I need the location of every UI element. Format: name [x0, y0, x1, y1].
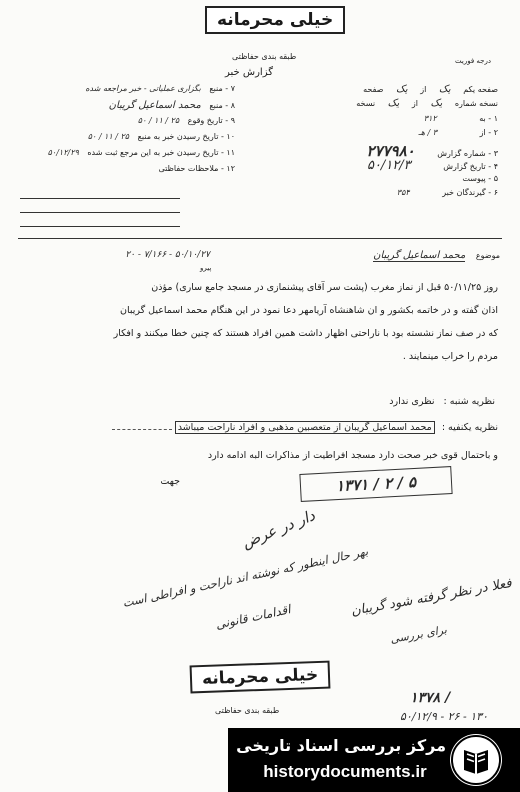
left-blank-line-3 — [20, 226, 180, 227]
left-blank-line-2 — [20, 212, 180, 213]
handwritten-note-2: بهر حال اینطور که نوشته اند ناراحت و افراطی است — [121, 544, 370, 610]
doc-type: گزارش خبر — [225, 67, 273, 78]
urgency-label: درجه فوریت — [455, 57, 491, 65]
reference-line: ۵۰/۱۰/۲۷ - ۷/۱۶۶ - ۲۰ — [125, 250, 210, 260]
left-blank-line-1 — [20, 198, 180, 199]
book-logo-icon — [450, 734, 502, 786]
right-field-5: ۵ - پیوست — [462, 174, 498, 183]
watermark-org: مرکز بررسی اسناد تاریخی — [236, 736, 446, 755]
watermark-site: historydocuments.ir — [263, 762, 427, 781]
left-field-8: ۸ - منبع محمد اسماعیل گریبان — [108, 100, 235, 111]
right-field-6: ۶ - گیرندگان خبر ۳۵۴ — [396, 188, 498, 197]
right-field-page: صفحه یکم یک از یک صفحه — [363, 84, 498, 95]
right-field-4: ۴ - تاریخ گزارش ۵۰/۱۲/۳ — [366, 158, 498, 173]
left-field-7: ۷ - منبع بگزاری عملیاتی - خبر مراجعه شده — [85, 84, 235, 93]
subject-line: موضوع محمد اسماعیل گریبان — [373, 250, 500, 261]
report-body — [22, 282, 498, 374]
left-field-11: ۱۱ - تاریخ رسیدن خبر به این مرجع ثبت شده ۵۰/۱۲/۲۹ — [47, 148, 235, 157]
left-field-12: ۱۲ - ملاحظات حفاظتی — [158, 164, 235, 173]
classification-stamp-bottom: خیلی محرمانه — [190, 661, 331, 694]
watermark-logo — [450, 734, 502, 786]
opinion-unit-line3: جهت — [160, 476, 180, 487]
header-separator — [18, 238, 502, 239]
opinion-unit-line2: و باحتمال قوی خبر صحت دارد مسجد افراطیت از مذاکرات البه ادامه دارد — [207, 450, 498, 461]
right-field-2: ۲ - از ۳ / هـ — [418, 128, 498, 137]
handwritten-ref-number: ۱۳۷۸ / — [410, 690, 451, 706]
body-line-2: اذان گفته و در خاتمه بکشور و ان شاهنشاه آریامهر دعا نمود در این هنگام محمد اسماعیل گریبان — [120, 305, 498, 316]
classification-stamp-top: خیلی محرمانه — [205, 6, 345, 34]
handwritten-note-1: دار در عرض — [239, 506, 318, 552]
left-field-10: ۱۰ - تاریخ رسیدن خبر به منبع ۲۵ / ۱۱ / ۵۰ — [87, 132, 235, 141]
watermark-banner — [228, 728, 520, 792]
handwritten-signature-right: فعلا در نظر گرفته شود گریبان — [349, 575, 513, 620]
right-field-3: ۳ - شماره گزارش ۲۷۷۹۸۰ — [366, 142, 498, 160]
right-field-1: ۱ - به ۳۱۲ — [423, 114, 498, 123]
right-field-copy: نسخه شماره یک از یک نسخه — [356, 98, 498, 109]
left-field-9: ۹ - تاریخ وقوع ۲۵ / ۱۱ / ۵۰ — [137, 116, 235, 125]
archive-stamp: ۱۳۷۱ / ۲ / ۵ — [299, 466, 452, 502]
bottom-date: ۵۰/۱۲/۹ - ۲۶ - ۱۳۰ — [400, 710, 488, 723]
body-line-1: روز ۵۰/۱۱/۲۵ قبل از نماز مغرب (پشت سر آقای پیشنمازی در مسجد جامع ساری) مؤذن — [151, 282, 498, 293]
reference-label: پیرو — [200, 264, 212, 272]
body-line-4: مردم را خراب مینمایند . — [402, 351, 498, 362]
security-class-label-bottom: طبقه بندی حفاظتی — [215, 706, 280, 715]
opinion-unit: نظریه یکنفیه : محمد اسماعیل گریبان از متعصبین مذهبی و افراد ناراحت میباشد — [22, 422, 498, 433]
right-fields — [300, 84, 498, 202]
handwritten-note-3: اقدامات قانونی — [214, 602, 292, 632]
body-line-3: که در صف نماز نشسته بود با ناراحتی اظهار داشت همین افراد هستند که چنین خطا میکنند و افکار — [113, 328, 498, 339]
opinion-source: نظریه شنبه : نظری ندارد — [389, 396, 495, 407]
security-class-label: طبقه بندی حفاظتی — [232, 52, 297, 61]
left-fields — [20, 84, 235, 180]
handwritten-signature-right-2: برای بررسی — [389, 623, 448, 646]
